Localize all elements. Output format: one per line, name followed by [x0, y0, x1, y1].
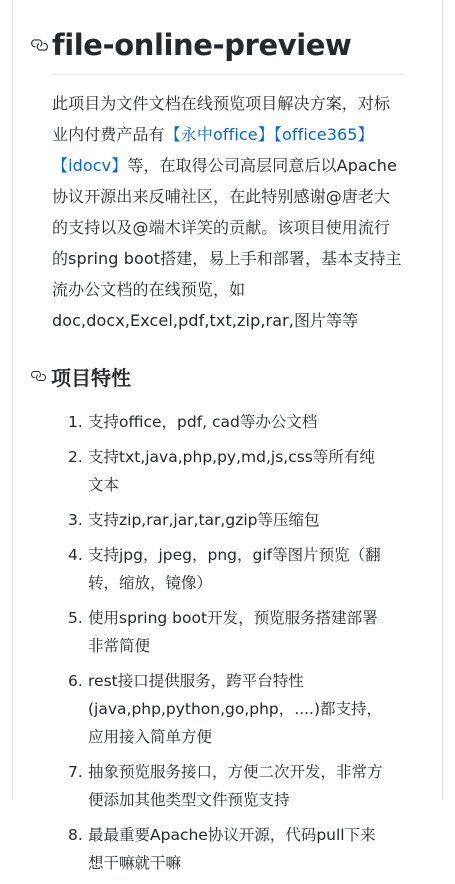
- list-item-text: 使用spring boot开发，预览服务搭建部署非常简便: [88, 609, 378, 655]
- intro-text-1: 此项目为文件文档在线预览项目解决方案，对标业内付费产品有: [52, 94, 391, 144]
- link-office365[interactable]: 【office365】: [273, 125, 374, 144]
- link-icon[interactable]: [30, 36, 48, 54]
- list-item-number: 2.: [68, 448, 83, 466]
- frame-border-left: [12, 0, 13, 800]
- list-item: [30, 758, 390, 814]
- list-item-number: 1.: [68, 413, 83, 431]
- title-divider: [52, 74, 404, 75]
- page-title-heading: [30, 24, 404, 66]
- list-item-text: 抽象预览服务接口，方便二次开发，非常方便添加其他类型文件预览支持: [88, 763, 383, 809]
- list-item: [30, 821, 390, 877]
- link-yongzhong-office[interactable]: 【永中office】: [164, 125, 274, 144]
- intro-text-2: 等，在取得公司高层同意后以Apache协议开源出来反哺社区，在此特别感谢@唐老大的支持以及@端木详笑的贡献。该项目使用流行的spring boot搭建，易上手和部署，基本支持主流办公文档的在线预览，如doc,docx,Excel,pdf,txt,zip,rar,图片等等: [52, 156, 402, 330]
- list-item-text: 支持txt,java,php,py,md,js,css等所有纯文本: [88, 448, 375, 494]
- link-icon[interactable]: [30, 368, 46, 384]
- list-item-text: 支持zip,rar,jar,tar,gzip等压缩包: [88, 511, 320, 529]
- list-item-number: 8.: [68, 826, 83, 844]
- features-list: [30, 408, 390, 877]
- list-item: [30, 408, 390, 436]
- list-item: [30, 541, 390, 597]
- readme-content: [30, 24, 404, 884]
- features-heading: [30, 360, 404, 392]
- list-item: [30, 604, 390, 660]
- list-item: [30, 506, 390, 534]
- list-item-text: rest接口提供服务，跨平台特性(java,php,python,go,php，....)都支持，应用接入简单方便: [88, 672, 383, 746]
- link-idocv[interactable]: 【idocv】: [52, 156, 128, 175]
- list-item-text: 最最重要Apache协议开源，代码pull下来想干嘛就干嘛: [88, 826, 376, 872]
- list-item-number: 7.: [68, 763, 83, 781]
- list-item: [30, 667, 390, 751]
- list-item-number: 6.: [68, 672, 83, 690]
- features-heading-text: 项目特性: [51, 365, 131, 390]
- page-title: file-online-preview: [52, 28, 352, 62]
- list-item-number: 4.: [68, 546, 83, 564]
- list-item-number: 5.: [68, 609, 83, 627]
- list-item-text: 支持jpg，jpeg，png，gif等图片预览（翻转，缩放，镜像）: [88, 546, 381, 592]
- list-item: [30, 443, 390, 499]
- list-item-text: 支持office，pdf, cad等办公文档: [88, 413, 318, 431]
- frame-border-right: [442, 0, 443, 800]
- intro-paragraph: [52, 88, 402, 336]
- list-item-number: 3.: [68, 511, 83, 529]
